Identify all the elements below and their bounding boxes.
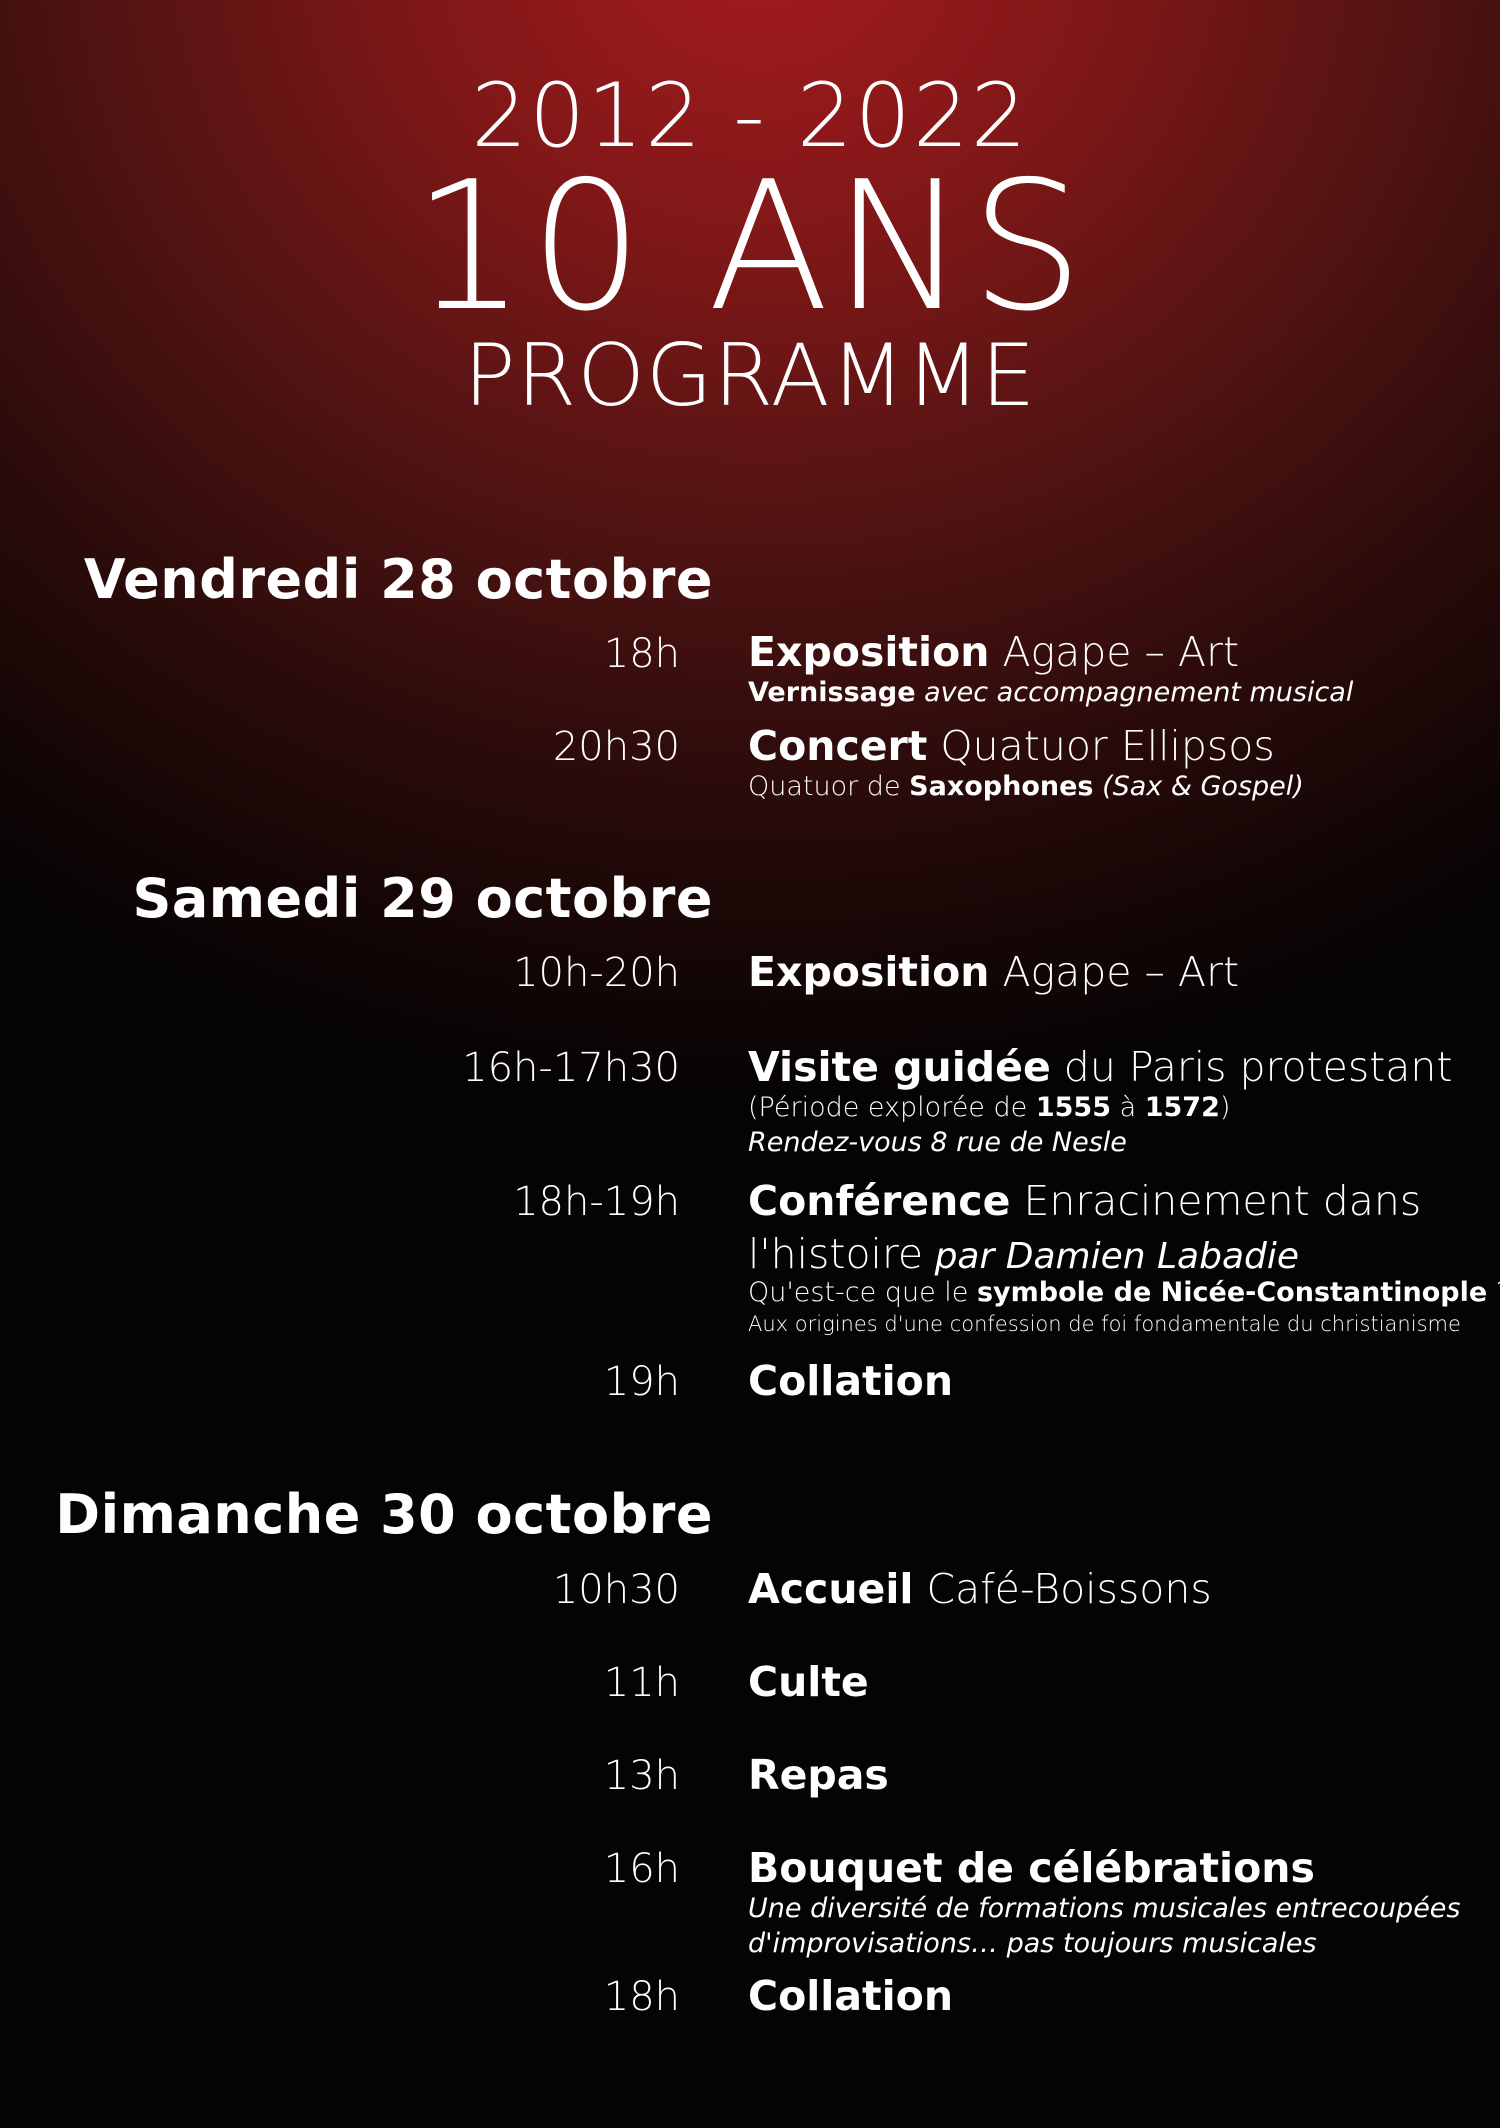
event-time: 20h30: [552, 724, 680, 770]
event-sunday-bouquet: [748, 1844, 1461, 1961]
anniversary-title: 10 ANS: [412, 143, 1088, 350]
event-title: Culte: [748, 1658, 869, 1706]
event-friday-concert: [748, 722, 1448, 804]
event-saturday-visite: [748, 1043, 1453, 1160]
event-location: Rendez-vous 8 rue de Nesle: [748, 1127, 1127, 1158]
event-title: Repas: [748, 1751, 889, 1799]
years-range: 2012 - 2022: [471, 64, 1029, 167]
event-title: Concert: [748, 722, 928, 770]
day-friday-title: Vendredi 28 octobre: [83, 548, 713, 611]
event-title: Bouquet de célébrations: [748, 1844, 1315, 1892]
event-time: 10h-20h: [513, 950, 680, 996]
event-title: Conférence: [748, 1177, 1011, 1225]
event-title: Exposition: [748, 948, 990, 996]
event-time: 18h: [603, 1974, 680, 2020]
event-friday-exposition: [748, 628, 1448, 710]
event-title: Exposition: [748, 628, 990, 676]
event-title: Accueil: [748, 1565, 914, 1613]
event-detail: (Période explorée de 1555 à 1572): [748, 1092, 1231, 1123]
event-title: Visite guidée: [748, 1043, 1051, 1091]
event-detail-line2: d'improvisations… pas toujours musicales: [748, 1928, 1317, 1959]
event-subtitle: Agape – Art: [989, 948, 1240, 996]
programme-title: PROGRAMME: [463, 326, 1037, 426]
event-time: 13h: [603, 1753, 680, 1799]
event-time: 18h-19h: [513, 1179, 680, 1225]
event-subtitle: Enracinement dans: [1010, 1177, 1422, 1225]
event-subtitle-line2: l'histoire par Damien Labadie: [748, 1230, 1300, 1278]
event-detail: Quatuor de Saxophones (Sax & Gospel): [748, 771, 1304, 802]
event-sunday-collation: [748, 1972, 1448, 2020]
event-subtitle: Quatuor Ellipsos: [927, 722, 1275, 770]
event-sunday-culte: [748, 1658, 1448, 1706]
event-time: 16h-17h30: [462, 1045, 680, 1091]
event-detail: Qu'est-ce que le symbole de Nicée-Constantinople ?: [748, 1277, 1510, 1308]
event-time: 18h: [603, 631, 680, 677]
event-saturday-exposition: [748, 948, 1448, 996]
event-sunday-accueil: [748, 1565, 1448, 1613]
event-detail: Vernissage avec accompagnement musical: [748, 677, 1354, 708]
event-time: 11h: [603, 1660, 680, 1706]
event-subtitle: Café-Boissons: [913, 1565, 1212, 1613]
event-title: Collation: [748, 1357, 954, 1405]
event-title: Collation: [748, 1972, 954, 2020]
event-time: 16h: [603, 1846, 680, 1892]
event-subtitle: du Paris protestant: [1050, 1043, 1453, 1091]
event-saturday-conference: [748, 1177, 1510, 1338]
event-sunday-repas: [748, 1751, 1448, 1799]
day-sunday-title: Dimanche 30 octobre: [55, 1483, 713, 1546]
event-time: 10h30: [552, 1567, 680, 1613]
event-note: Aux origines d'une confession de foi fondamentale du christianisme: [748, 1312, 1461, 1336]
event-saturday-collation: [748, 1357, 1448, 1405]
day-saturday-title: Samedi 29 octobre: [132, 867, 713, 930]
event-time: 19h: [603, 1359, 680, 1405]
event-subtitle: Agape – Art: [989, 628, 1240, 676]
event-detail: Une diversité de formations musicales entrecoupées: [748, 1893, 1461, 1924]
